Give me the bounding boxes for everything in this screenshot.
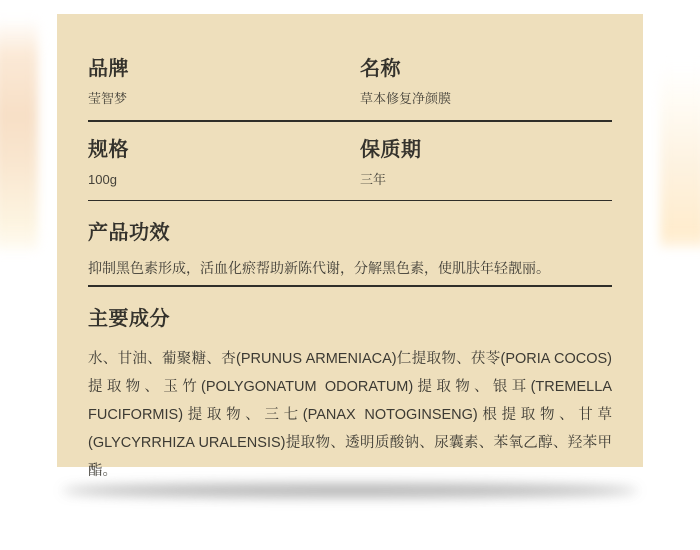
- divider: [88, 285, 612, 287]
- ingredients-text: 水、甘油、葡聚糖、杏(PRUNUS ARMENIACA)仁提取物、茯苓(PORIA COCOS)提取物、玉竹(POLYGONATUM ODORATUM)提取物、银耳(TREMELLA FUCIFORMIS)提取物、三七(PANAX NOTOGINSENG)根提取物、甘草(GLYCYRRHIZA URALENSIS)提取物、透明质酸钠、尿囊素、苯氧乙醇、羟苯甲酯。: [88, 350, 612, 479]
- name-value: 草本修复净颜膜: [360, 91, 452, 106]
- shelf-life-label: 保质期: [360, 138, 422, 161]
- card-shadow: [62, 484, 638, 497]
- divider: [88, 120, 612, 122]
- ingredients-section: [88, 307, 612, 485]
- spec-value: 100g: [88, 171, 117, 187]
- name-field: [360, 58, 612, 108]
- brand-field: [88, 58, 360, 108]
- shelf-life-field: [360, 139, 612, 189]
- efficacy-section: [88, 221, 612, 278]
- efficacy-text: 抑制黑色素形成，活血化瘀帮助新陈代谢，分解黑色素，使肌肤年轻靓丽。: [88, 260, 550, 276]
- field-row-brand-name: [88, 58, 612, 108]
- efficacy-title: 产品功效: [88, 222, 170, 244]
- spec-field: [88, 139, 360, 189]
- field-row-spec-shelflife: [88, 139, 612, 189]
- name-label: 名称: [360, 58, 401, 80]
- divider: [88, 200, 612, 202]
- brand-label: 品牌: [88, 58, 129, 80]
- spec-label: 规格: [88, 138, 129, 161]
- left-blur-strip: [0, 18, 38, 250]
- brand-value: 莹智梦: [88, 91, 128, 106]
- ingredients-title: 主要成分: [88, 307, 170, 330]
- shelf-life-value: 三年: [360, 171, 387, 187]
- right-blur-strip: [660, 64, 700, 248]
- product-info-card: [57, 14, 643, 479]
